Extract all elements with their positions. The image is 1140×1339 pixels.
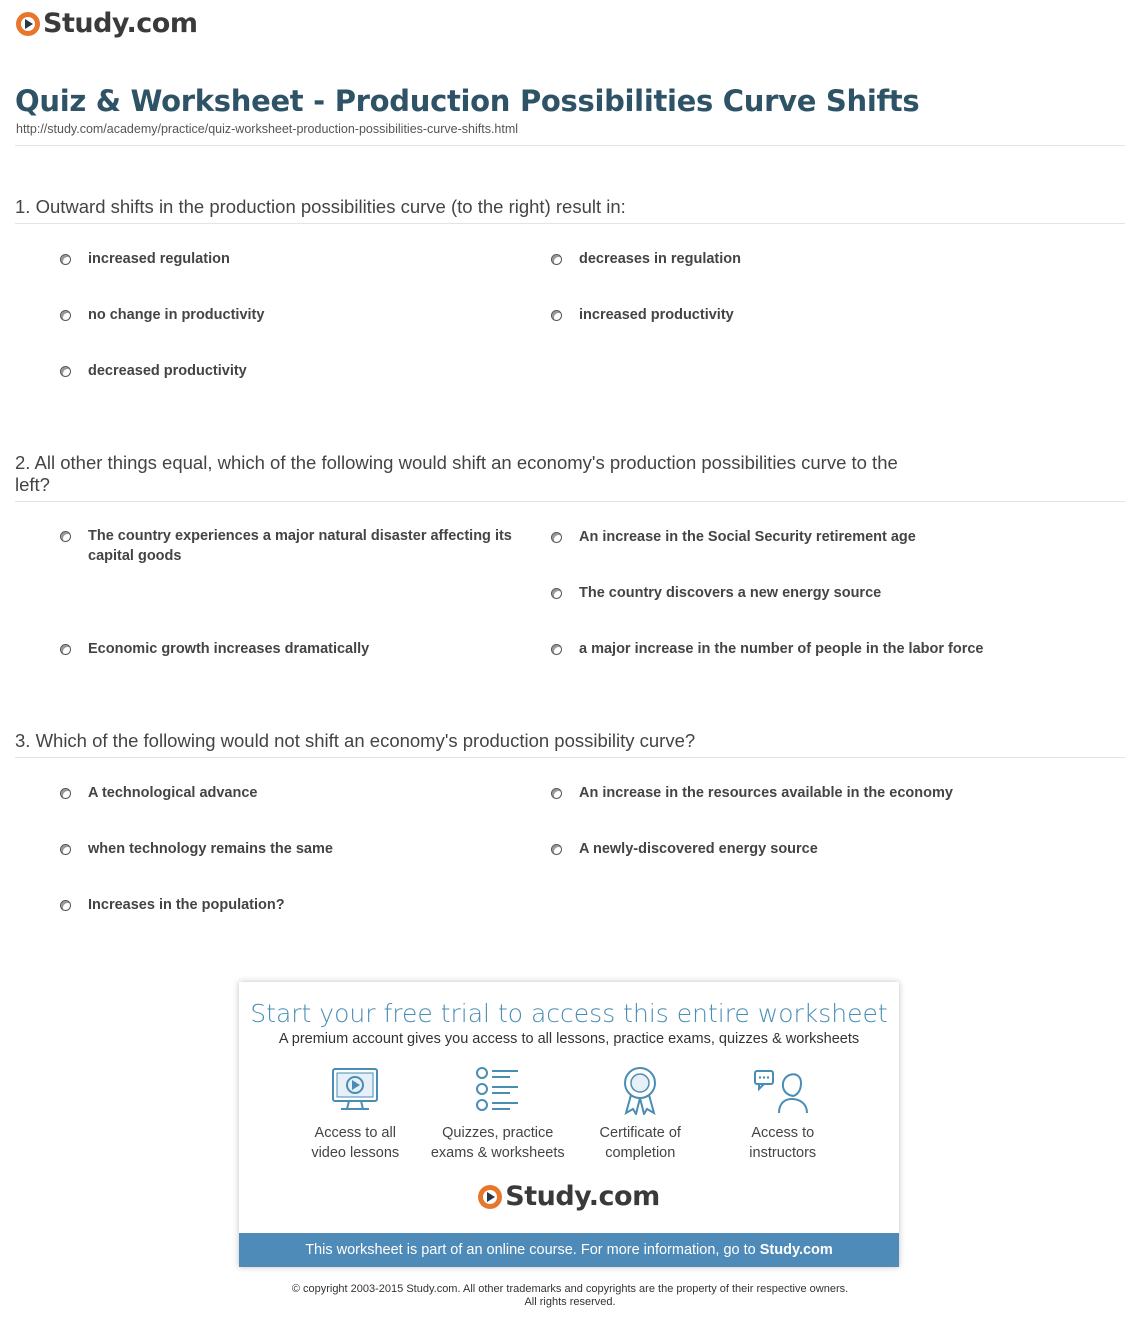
promo-bar-link[interactable]: Study.com <box>759 1242 833 1258</box>
radio-icon[interactable] <box>551 532 562 543</box>
feature-quizzes <box>428 1065 568 1163</box>
feature-instructors <box>713 1065 853 1163</box>
feature-list <box>284 1065 854 1163</box>
promo-info-bar <box>239 1233 899 1267</box>
answer-option[interactable] <box>60 361 518 381</box>
promo-bar-text: This worksheet is part of an online course. For more information, go to <box>305 1242 760 1258</box>
answer-option[interactable] <box>551 527 1009 547</box>
answer-option-label: a major increase in the number of people in the labor force <box>579 641 984 657</box>
feature-video-lessons <box>285 1065 425 1163</box>
free-trial-promo <box>239 982 899 1267</box>
feature-label-line1: Access to all <box>314 1125 396 1141</box>
answer-option-label: increased productivity <box>579 307 734 323</box>
feature-certificate <box>570 1065 710 1163</box>
answer-option-label: The country discovers a new energy source <box>579 585 882 601</box>
answer-option-label: An increase in the resources available in the economy <box>579 785 953 801</box>
feature-label-line2: exams & worksheets <box>430 1145 565 1161</box>
radio-icon[interactable] <box>551 788 562 799</box>
feature-label-line2: instructors <box>749 1145 817 1161</box>
question-1-text: 1. Outward shifts in the production possibilities curve (to the right) result in: <box>15 196 626 217</box>
rights-reserved-text: All rights reserved. <box>524 1296 616 1308</box>
radio-icon[interactable] <box>60 900 71 911</box>
radio-icon[interactable] <box>551 310 562 321</box>
answer-option-label: decreased productivity <box>88 363 247 379</box>
radio-icon[interactable] <box>60 254 71 265</box>
answer-option[interactable] <box>60 783 518 803</box>
radio-icon[interactable] <box>60 366 71 377</box>
answer-option-label: increased regulation <box>88 251 230 267</box>
divider <box>15 757 1125 758</box>
play-logo-icon <box>478 1185 502 1209</box>
promo-study-logo[interactable] <box>239 1181 899 1212</box>
answer-option-label: A technological advance <box>88 785 258 801</box>
radio-icon[interactable] <box>60 644 71 655</box>
feature-label-line1: Access to <box>751 1125 815 1141</box>
answer-option[interactable] <box>551 249 1009 269</box>
question-2-text: 2. All other things equal, which of the following would shift an economy's production possibilities curve to the left? <box>15 452 898 495</box>
answer-option-label: The country experiences a major natural disaster affecting its capital goods <box>88 528 512 564</box>
radio-icon[interactable] <box>60 310 71 321</box>
answer-option[interactable] <box>551 783 1009 803</box>
answer-option-label: Increases in the population? <box>88 897 285 913</box>
answer-option[interactable] <box>60 526 518 566</box>
feature-label-line1: Quizzes, practice <box>442 1125 554 1141</box>
answer-option[interactable] <box>60 895 518 915</box>
divider <box>15 223 1125 224</box>
answer-option[interactable] <box>551 305 1009 325</box>
radio-icon[interactable] <box>60 531 71 542</box>
radio-icon[interactable] <box>551 588 562 599</box>
study-logo[interactable] <box>16 8 197 39</box>
answer-option-label: Economic growth increases dramatically <box>88 641 370 657</box>
copyright-text: © copyright 2003-2015 Study.com. All other trademarks and copyrights are the property of their respective owners. <box>291 1283 849 1295</box>
page-title: Quiz & Worksheet - Production Possibilities Curve Shifts <box>15 84 920 118</box>
feature-label-line2: completion <box>605 1145 676 1161</box>
answer-option[interactable] <box>551 839 1009 859</box>
promo-heading[interactable]: Start your free trial to access this entire worksheet <box>250 999 888 1028</box>
play-logo-icon <box>16 12 40 36</box>
instructor-icon <box>753 1065 813 1115</box>
question-3-text: 3. Which of the following would not shift an economy's production possibility curve? <box>15 730 696 751</box>
radio-icon[interactable] <box>60 788 71 799</box>
answer-option-label: decreases in regulation <box>579 251 741 267</box>
answer-option[interactable] <box>60 249 518 269</box>
logo-text: Study.com <box>43 8 198 39</box>
answer-option[interactable] <box>60 305 518 325</box>
divider <box>15 145 1125 146</box>
radio-icon[interactable] <box>551 844 562 855</box>
answer-option-label: An increase in the Social Security retirement age <box>579 529 916 545</box>
logo-text: Study.com <box>505 1181 660 1212</box>
page-url: http://study.com/academy/practice/quiz-worksheet-production-possibilities-curve-shifts.html <box>16 122 519 136</box>
radio-icon[interactable] <box>551 644 562 655</box>
answer-option[interactable] <box>60 839 518 859</box>
answer-option[interactable] <box>551 583 1009 603</box>
feature-label-line2: video lessons <box>311 1145 400 1161</box>
promo-subheading: A premium account gives you access to all lessons, practice exams, quizzes & worksheets <box>278 1031 860 1047</box>
certificate-ribbon-icon <box>614 1065 666 1115</box>
answer-option-label: when technology remains the same <box>88 841 333 857</box>
feature-label-line1: Certificate of <box>599 1125 681 1141</box>
answer-option[interactable] <box>551 639 1009 659</box>
video-lessons-icon <box>329 1065 381 1115</box>
divider <box>15 501 1125 502</box>
radio-icon[interactable] <box>60 844 71 855</box>
answer-option[interactable] <box>60 639 518 659</box>
answer-option-label: A newly-discovered energy source <box>579 841 818 857</box>
radio-icon[interactable] <box>551 254 562 265</box>
answer-option-label: no change in productivity <box>88 307 265 323</box>
quiz-list-icon <box>472 1065 524 1115</box>
footer <box>0 1283 1140 1309</box>
